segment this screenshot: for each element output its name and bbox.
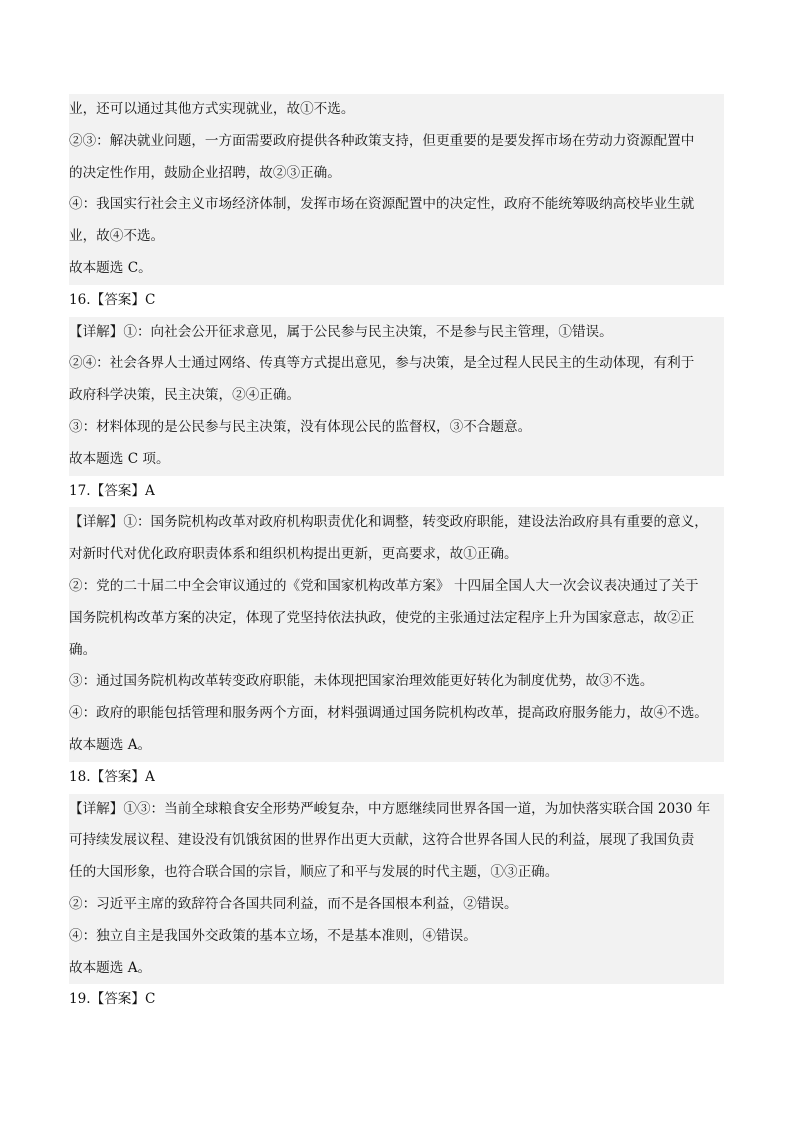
text-line: 对新时代对优化政府职责体系和组织机构提出更新，更高要求，故①正确。 (69, 539, 724, 571)
text-line: 故本题选 C。 (69, 253, 724, 285)
text-line: ②：党的二十届二中全会审议通过的《党和国家机构改革方案》 十四届全国人大一次会议表决通过了关于 (69, 571, 724, 603)
text-line: ②：习近平主席的致辞符合各国共同利益，而不是各国根本利益，②错误。 (69, 889, 724, 921)
document-page (69, 94, 724, 1016)
text-line: ④：我国实行社会主义市场经济体制，发挥市场在资源配置中的决定性，政府不能统筹吸纳高校毕业生就 (69, 189, 724, 221)
text-line: ④：独立自主是我国外交政策的基本立场，不是基本准则，④错误。 (69, 921, 724, 953)
text-line: 业，故④不选。 (69, 221, 724, 253)
text-line: ③：材料体现的是公民参与民主决策，没有体现公民的监督权，③不合题意。 (69, 412, 724, 444)
text-line: 可持续发展议程、建设没有饥饿贫困的世界作出更大贡献，这符合世界各国人民的利益，展现了我国负责 (69, 825, 724, 857)
text-line: 故本题选 C 项。 (69, 444, 724, 476)
text-line: ③：通过国务院机构改革转变政府职能，未体现把国家治理效能更好转化为制度优势，故③不选。 (69, 666, 724, 698)
text-line: 的决定性作用，鼓励企业招聘，故②③正确。 (69, 158, 724, 190)
text-line: 故本题选 A。 (69, 730, 724, 762)
text-line: ②④：社会各界人士通过网络、传真等方式提出意见，参与决策，是全过程人民民主的生动体现，有利于 (69, 348, 724, 380)
text-line: 【详解】①：向社会公开征求意见，属于公民参与民主决策，不是参与民主管理，①错误。 (69, 317, 724, 349)
text-line: 任的大国形象，也符合联合国的宗旨，顺应了和平与发展的时代主题，①③正确。 (69, 857, 724, 889)
text-line: 故本题选 A。 (69, 953, 724, 985)
text-line: 政府科学决策，民主决策，②④正确。 (69, 380, 724, 412)
answer-heading: 18.【答案】A (69, 768, 155, 785)
answer-heading: 19.【答案】C (69, 991, 156, 1008)
text-line: ②③：解决就业问题，一方面需要政府提供各种政策支持，但更重要的是要发挥市场在劳动力资源配置中 (69, 126, 724, 158)
text-line: 【详解】①③：当前全球粮食安全形势严峻复杂，中方愿继续同世界各国一道，为加快落实联合国 2030 年 (69, 794, 724, 826)
text-line: 【详解】①：国务院机构改革对政府机构职责优化和调整，转变政府职能，建设法治政府具有重要的意义， (69, 507, 724, 539)
text-line: 国务院机构改革方案的决定，体现了党坚持依法执政，使党的主张通过法定程序上升为国家意志，故②正 (69, 603, 724, 635)
answer-heading: 16.【答案】C (69, 291, 156, 308)
text-line: 业，还可以通过其他方式实现就业，故①不选。 (69, 94, 724, 126)
answer-heading: 17.【答案】A (69, 482, 155, 499)
text-line: ④：政府的职能包括管理和服务两个方面，材料强调通过国务院机构改革，提高政府服务能力，故④不选。 (69, 698, 724, 730)
text-line: 确。 (69, 635, 724, 667)
